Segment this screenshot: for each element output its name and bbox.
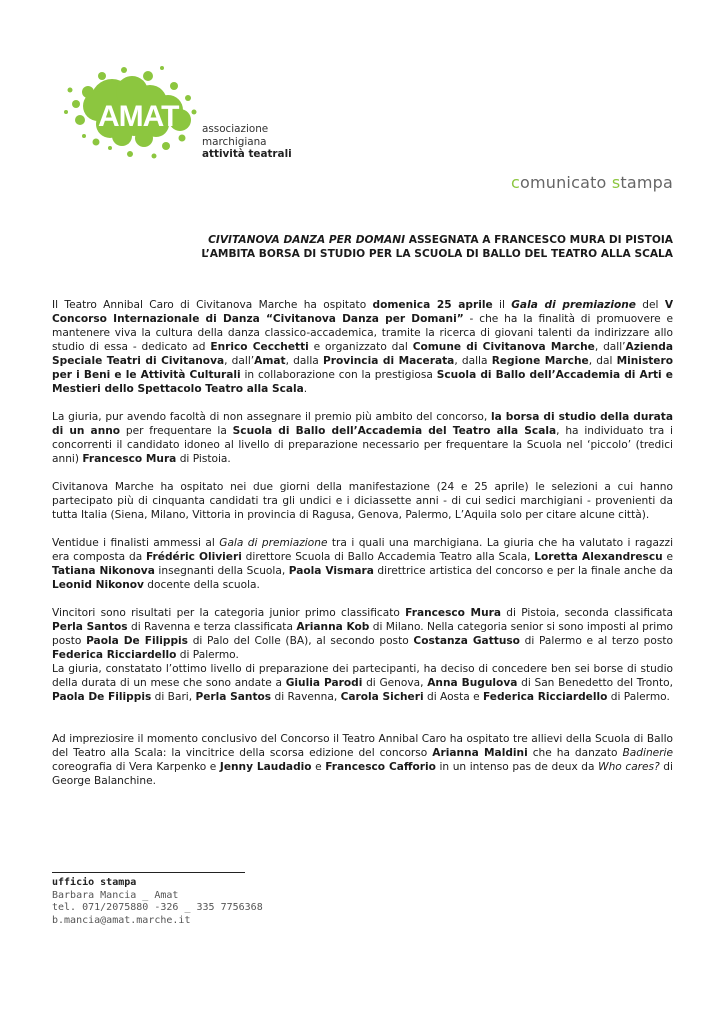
paragraph-4: Ventidue i finalisti ammessi al Gala di premiazione tra i quali una marchigiana. La giuria che ha valutato i ragazzi era composta da Frédéric Olivieri direttore Scuola di Ballo Accademia Teatro alla Scala, Loretta Alexandrescu e Tatiana Nikonova insegnanti della Scuola, Paola Vismara direttrice artistica del concorso e per la finale anche da Leonid Nikonov docente della scuola. [52, 537, 674, 591]
logo-caption [202, 123, 292, 161]
footer-phone: tel. 071/2075880 -326 _ 335 7756368 [52, 902, 263, 913]
document-type-label: comunicato stampa [510, 173, 673, 192]
headline-line2: L’AMBITA BORSA DI STUDIO PER LA SCUOLA DI BALLO DEL TEATRO ALLA SCALA [201, 248, 673, 260]
paragraph-1: Il Teatro Annibal Caro di Civitanova Marche ha ospitato domenica 25 aprile il Gala di premiazione del V Concorso Internazionale di Danza “Civitanova Danza per Domani” - che ha la finalità di promuovere e mantenere viva la cultura della danza classico-accademica, tramite la ricerca di giovani talenti da indirizzare allo studio di essa - dedicato ad Enrico Cecchetti e organizzato dal Comune di Civitanova Marche, dall’Azienda Speciale Teatri di Civitanova, dall’Amat, dalla Provincia di Macerata, dalla Regione Marche, dal Ministero per i Beni e le Attività Culturali in collaborazione con la prestigiosa Scuola di Ballo dell’Accademia di Arti e Mestieri dello Spettacolo Teatro alla Scala. [52, 299, 674, 395]
footer-divider [52, 872, 245, 873]
press-office-contact [52, 872, 312, 927]
logo-caption-line3: attività teatrali [202, 148, 292, 161]
footer-email[interactable]: b.mancia@amat.marche.it [52, 914, 191, 926]
headline-line1: CIVITANOVA DANZA PER DOMANI ASSEGNATA A FRANCESCO MURA DI PISTOIA [208, 234, 673, 246]
logo-caption-line1: associazione [202, 123, 269, 135]
press-release-body [52, 298, 673, 802]
paragraph-5: Vincitori sono risultati per la categoria junior primo classificato Francesco Mura di Pistoia, seconda classificata Perla Santos di Ravenna e terza classificata Arianna Kob di Milano. Nella categoria senior si sono imposti al primo posto Paola De Filippis di Palo del Colle (BA), al secondo posto Costanza Gattuso di Palermo e al terzo posto Federica Ricciardello di Palermo. [52, 607, 674, 661]
logo-mark-text: AMAT [98, 100, 179, 133]
paragraph-6: La giuria, constatato l’ottimo livello di preparazione dei partecipanti, ha deciso di concedere ben sei borse di studio della durata di un mese che sono andate a Giulia Parodi di Genova, Anna Bugulova di San Benedetto del Tronto, Paola De Filippis di Bari, Perla Santos di Ravenna, Carola Sicheri di Aosta e Federica Ricciardello di Palermo. [52, 663, 673, 703]
paragraph-7: Ad impreziosire il momento conclusivo del Concorso il Teatro Annibal Caro ha ospitato tre allievi della Scuola di Ballo del Teatro alla Scala: la vincitrice della scorsa edizione del concorso Arianna Maldini che ha danzato Badinerie coreografia di Vera Karpenko e Jenny Laudadio e Francesco Cafforio in un intenso pas de deux da Who cares? di George Balanchine. [52, 733, 673, 787]
paragraph-3: Civitanova Marche ha ospitato nei due giorni della manifestazione (24 e 25 aprile) le selezioni a cui hanno partecipato più di cinquanta candidati tra gli undici e i diciassette anni - di cui sedici marchigiani - provenienti da tutta Italia (Siena, Milano, Vittoria in provincia di Ragusa, Genova, Palermo, L’Aquila solo per citare alcune città). [52, 481, 673, 521]
paragraph-2: La giuria, pur avendo facoltà di non assegnare il premio più ambito del concorso, la borsa di studio della durata di un anno per frequentare la Scuola di Ballo dell’Accademia del Teatro alla Scala, ha individuato tra i concorrenti il candidato idoneo al livello di preparazione necessario per frequentare la Scuola nel ‘piccolo’ (tredici anni) Francesco Mura di Pistoia. [52, 411, 673, 465]
press-release-headline [52, 233, 673, 261]
footer-contact-name: Barbara Mancia _ Amat [52, 889, 179, 901]
footer-title: ufficio stampa [52, 877, 137, 888]
logo-caption-line2: marchigiana [202, 135, 267, 148]
